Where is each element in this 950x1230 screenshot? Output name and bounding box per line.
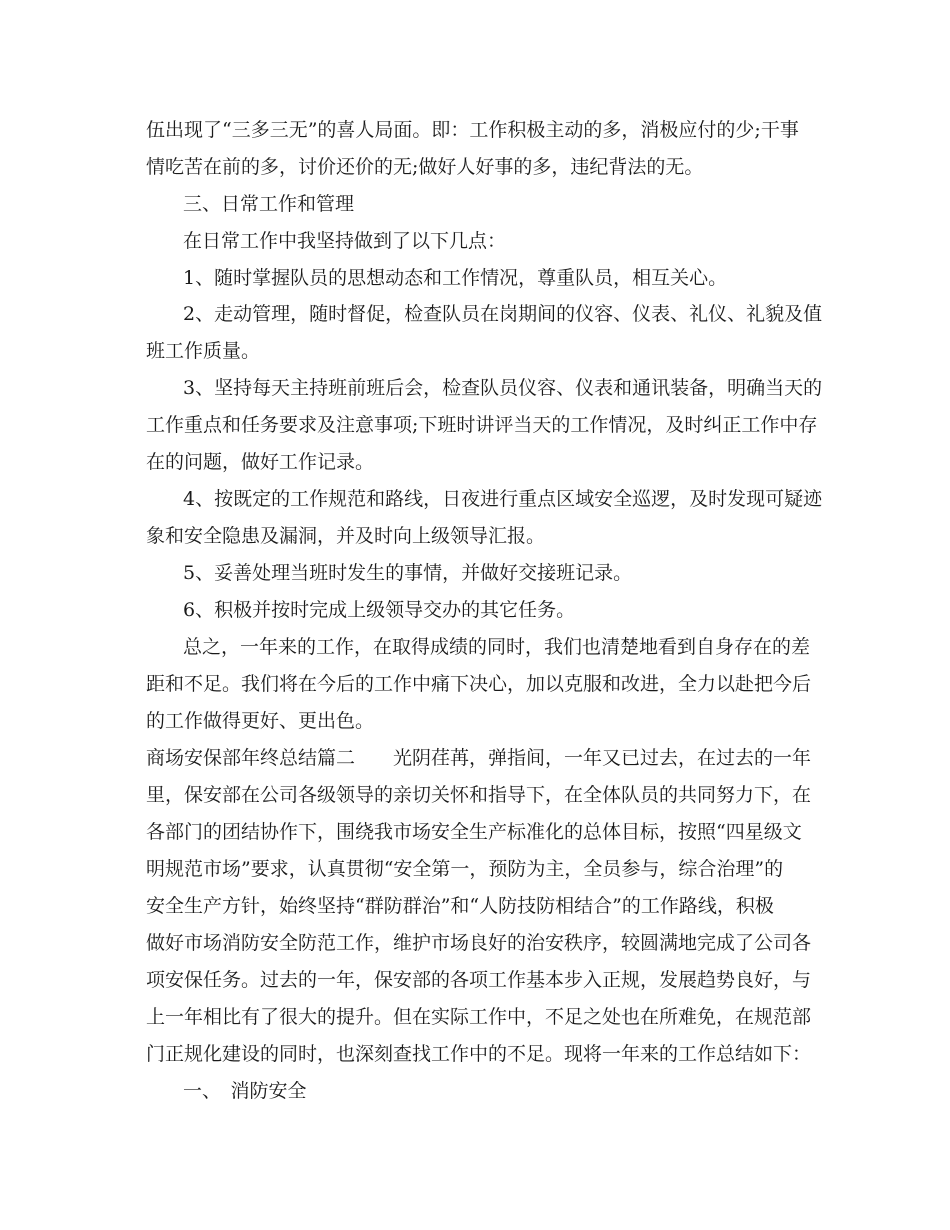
list-item: 5、妥善处理当班时发生的事情，并做好交接班记录。 — [183, 562, 633, 584]
text-line: 的工作做得更好、更出色。 — [146, 710, 375, 732]
text-line: 班工作质量。 — [146, 340, 261, 362]
text-line: 总之，一年来的工作，在取得成绩的同时，我们也清楚地看到自身存在的差 — [183, 636, 811, 658]
text-line: 上一年相比有了很大的提升。但在实际工作中，不足之处也在所难免，在规范部 — [146, 1006, 812, 1028]
text-line: 距和不足。我们将在今后的工作中痛下决心，加以克服和改进，全力以赴把今后 — [146, 673, 812, 695]
list-item: 1、随时掌握队员的思想动态和工作情况，尊重队员，相互关心。 — [183, 267, 728, 289]
section-heading: 三、日常工作和管理 — [183, 193, 355, 215]
text-line: 在日常工作中我坚持做到了以下几点： — [183, 230, 507, 252]
section-heading: 一、 消防安全 — [183, 1080, 307, 1102]
article-title-line: 商场安保部年终总结篇二 光阴荏苒，弹指间，一年又已过去，在过去的一年 — [146, 747, 812, 769]
text-line: 工作重点和任务要求及注意事项;下班时讲评当天的工作情况，及时纠正工作中存 — [146, 414, 818, 436]
text-line: 做好市场消防安全防范工作，维护市场良好的治安秩序，较圆满地完成了公司各 — [146, 932, 812, 954]
text-line: 安全生产方针，始终坚持“群防群治”和“人防技防相结合”的工作路线，积极 — [146, 895, 774, 917]
list-item: 6、积极并按时完成上级领导交办的其它任务。 — [183, 599, 576, 621]
list-item: 4、按既定的工作规范和路线，日夜进行重点区域安全巡逻，及时发现可疑迹 — [183, 488, 823, 510]
list-item: 2、走动管理，随时督促，检查队员在岗期间的仪容、仪表、礼仪、礼貌及值 — [183, 303, 823, 325]
list-item: 3、坚持每天主持班前班后会，检查队员仪容、仪表和通讯装备，明确当天的 — [183, 377, 823, 399]
text-line: 里，保安部在公司各级领导的亲切关怀和指导下，在全体队员的共同努力下，在 — [146, 784, 812, 806]
text-line: 各部门的团结协作下，围绕我市场安全生产标准化的总体目标，按照“四星级文 — [146, 821, 802, 843]
text-line: 象和安全隐患及漏洞，并及时向上级领导汇报。 — [146, 525, 546, 547]
text-line: 项安保任务。过去的一年，保安部的各项工作基本步入正规，发展趋势良好，与 — [146, 969, 812, 991]
text-line: 在的问题，做好工作记录。 — [146, 451, 375, 473]
text-line: 明规范市场”要求，认真贯彻“安全第一，预防为主，全员参与，综合治理”的 — [146, 858, 784, 880]
text-line: 门正规化建设的同时，也深刻查找工作中的不足。现将一年来的工作总结如下： — [146, 1043, 812, 1065]
text-line: 情吃苦在前的多，讨价还价的无;做好人好事的多，违纪背法的无。 — [146, 156, 704, 178]
text-line: 伍出现了“三多三无”的喜人局面。即：工作积极主动的多，消极应付的少;干事 — [146, 119, 799, 141]
